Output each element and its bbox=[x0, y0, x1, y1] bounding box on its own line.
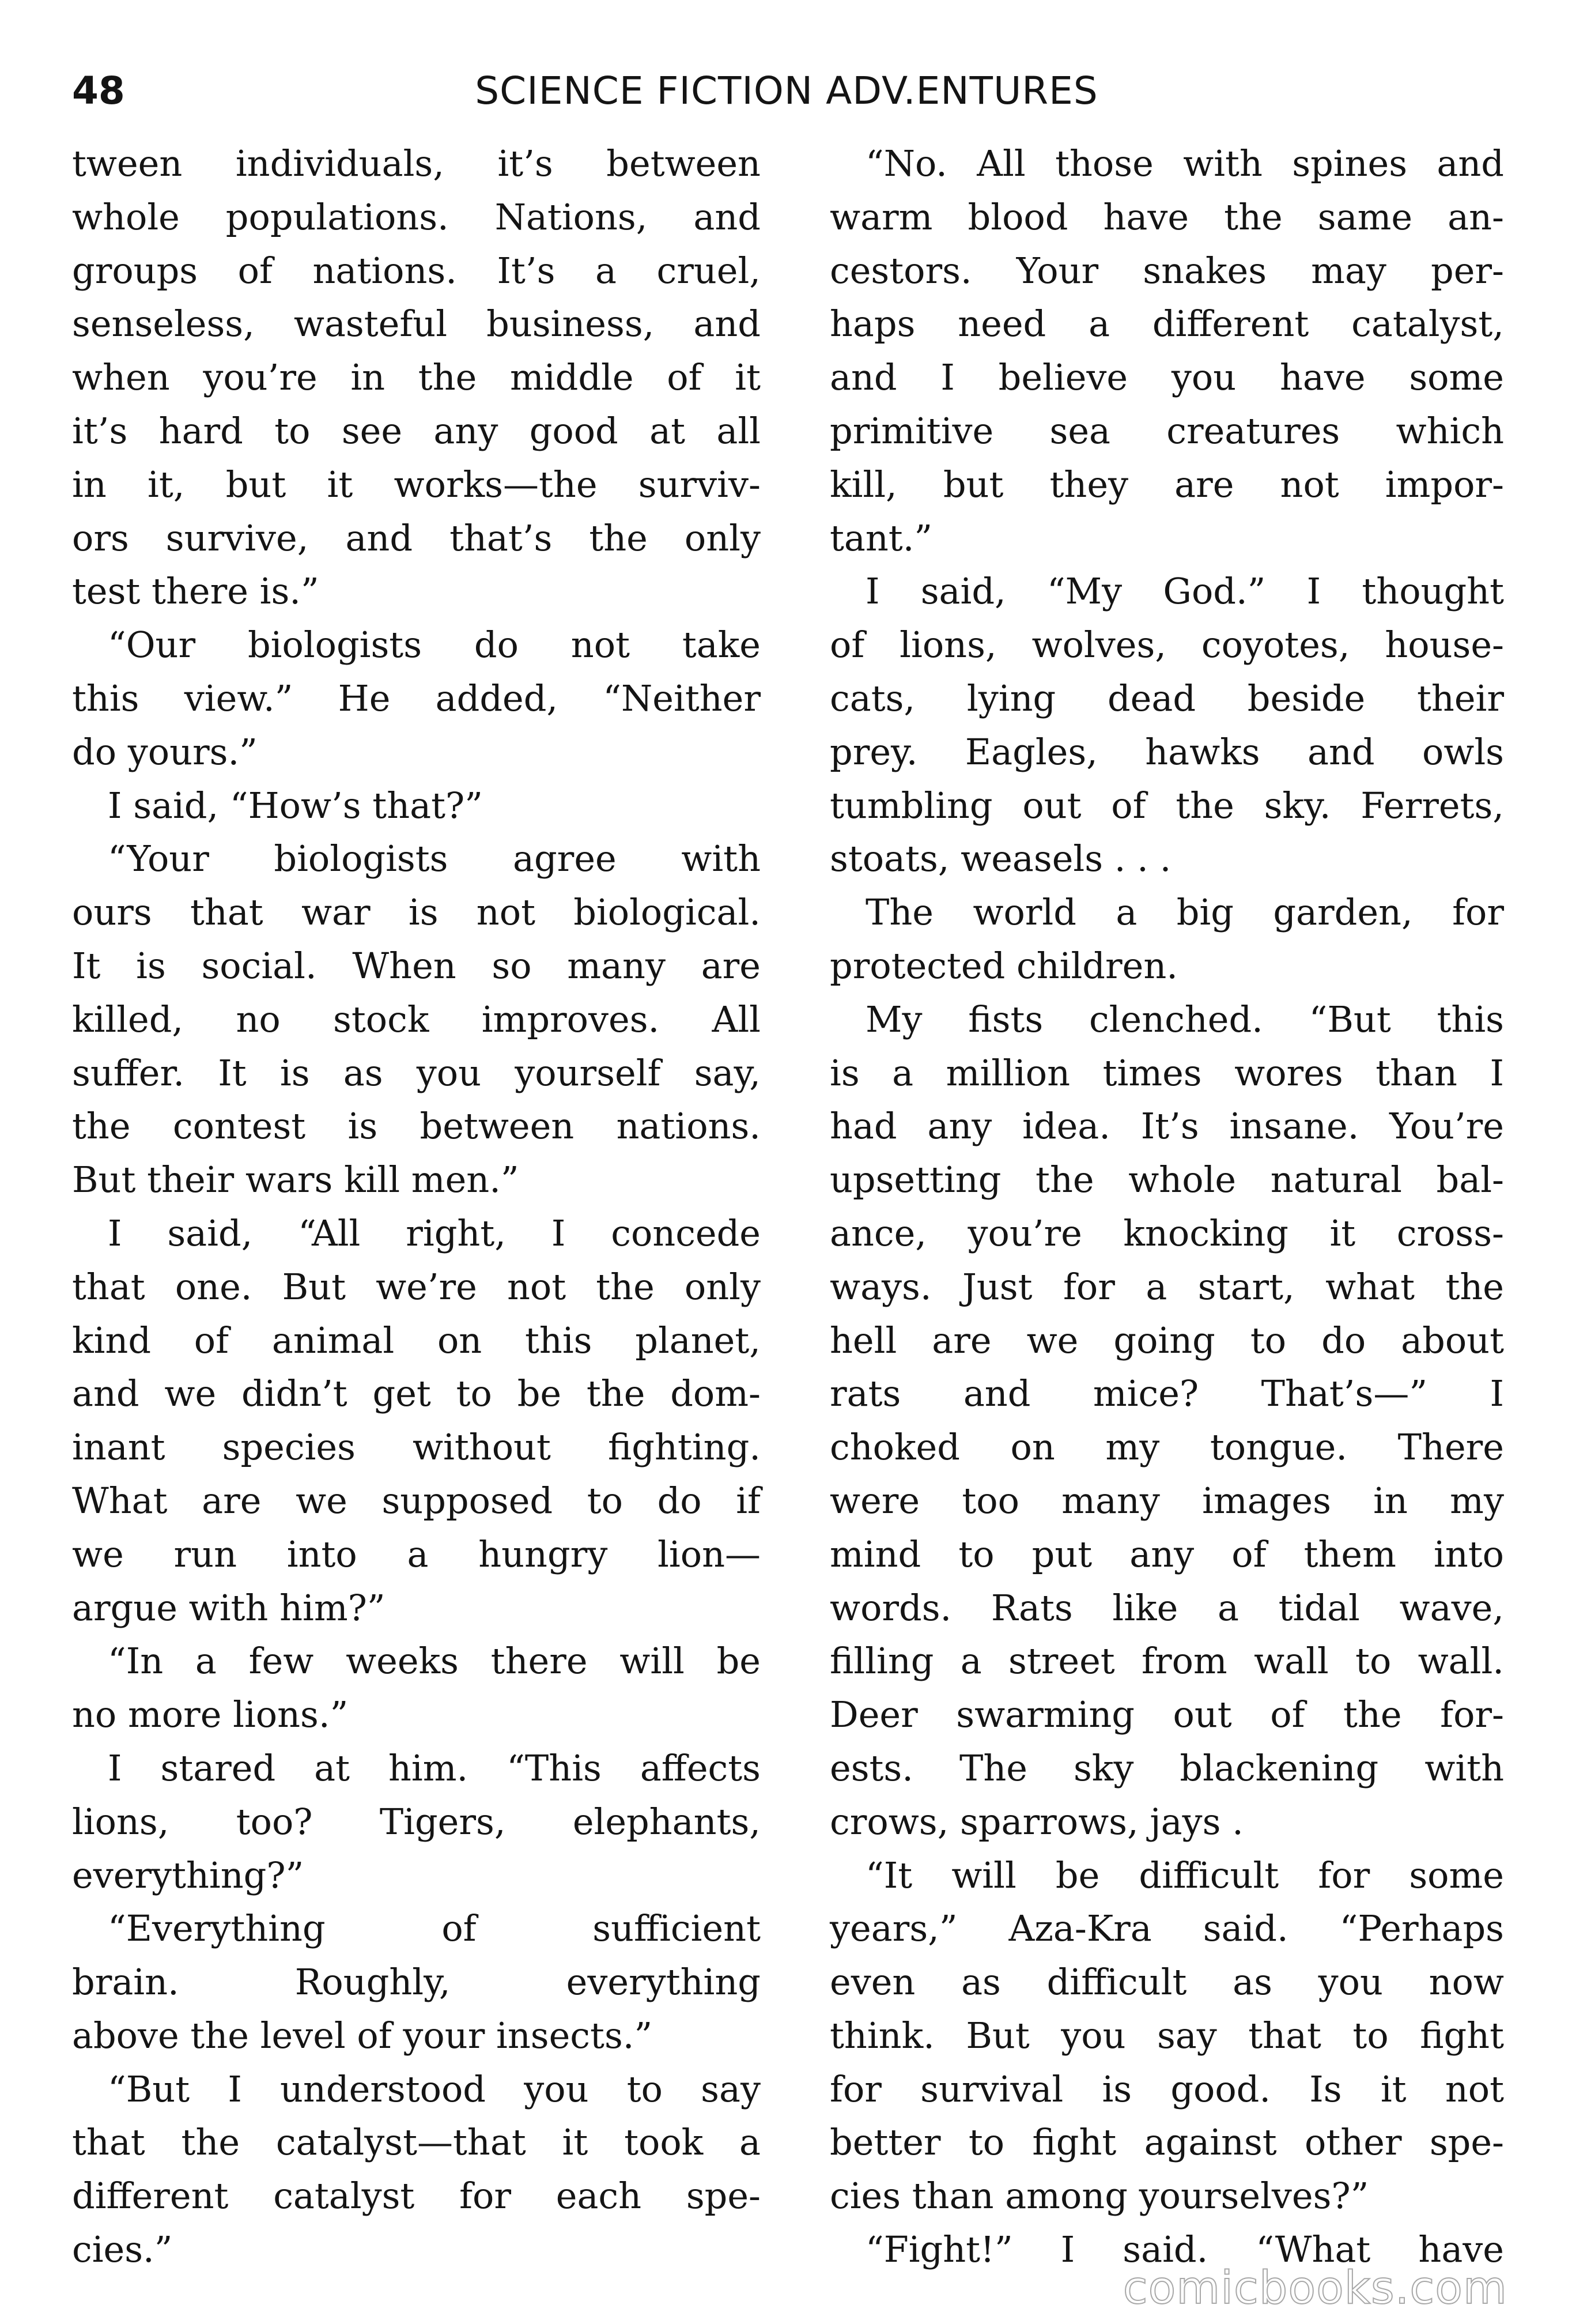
text-line: lions, too? Tigers, elephants, bbox=[72, 1800, 761, 1843]
text-line: “No. All those with spines and bbox=[866, 142, 1504, 184]
site-watermark: comicbooks.com bbox=[1123, 2262, 1507, 2314]
text-line: kind of animal on this planet, bbox=[72, 1319, 761, 1361]
text-line: think. But you say that to fight bbox=[830, 2014, 1504, 2057]
text-line: mind to put any of them into bbox=[830, 1533, 1504, 1575]
text-line: My fists clenched. “But this bbox=[866, 998, 1504, 1040]
page-header bbox=[72, 62, 1501, 120]
text-line: whole populations. Nations, and bbox=[72, 195, 761, 238]
text-line: warm blood have the same an- bbox=[830, 195, 1504, 238]
text-line: primitive sea creatures which bbox=[830, 409, 1504, 452]
text-line: brain. Roughly, everything bbox=[72, 1961, 761, 2004]
text-line: ways. Just for a start, what the bbox=[830, 1265, 1504, 1308]
text-line: this view.” He added, “Neither bbox=[72, 677, 761, 719]
text-line: ors survive, and that’s the only bbox=[72, 516, 761, 559]
running-title: SCIENCE FICTION ADV.ENTURES bbox=[475, 69, 1098, 113]
text-line: years,” Aza-Kra said. “Perhaps bbox=[830, 1907, 1504, 1950]
text-line: ours that war is not biological. bbox=[72, 891, 761, 934]
text-line: test there is.” bbox=[72, 570, 319, 613]
text-line: I said, “How’s that?” bbox=[108, 784, 483, 827]
text-line: argue with him?” bbox=[72, 1586, 386, 1629]
text-line: “Our biologists do not take bbox=[108, 624, 761, 666]
text-line: and I believe you have some bbox=[830, 356, 1504, 399]
text-line: it’s hard to see any good at all bbox=[72, 409, 761, 452]
text-line: cies than among yourselves?” bbox=[830, 2175, 1369, 2217]
text-line: “Fight!” I said. “What have bbox=[866, 2228, 1504, 2271]
text-line: rats and mice? That’s—” I bbox=[830, 1372, 1504, 1415]
text-line: tant.” bbox=[830, 516, 933, 559]
text-line: ance, you’re knocking it cross- bbox=[830, 1212, 1504, 1254]
page-number: 48 bbox=[72, 69, 125, 113]
text-line: kill, but they are not impor- bbox=[830, 463, 1504, 505]
text-line: Deer swarming out of the for- bbox=[830, 1693, 1504, 1736]
text-line: cats, lying dead beside their bbox=[830, 677, 1504, 719]
text-line: haps need a different catalyst, bbox=[830, 303, 1504, 345]
text-line: It is social. When so many are bbox=[72, 944, 761, 987]
text-line: cestors. Your snakes may per- bbox=[830, 249, 1504, 292]
text-line: “In a few weeks there will be bbox=[108, 1640, 761, 1682]
text-line: in it, but it works—the surviv- bbox=[72, 463, 761, 505]
text-line: upsetting the whole natural bal- bbox=[830, 1159, 1504, 1201]
text-line: tween individuals, it’s between bbox=[72, 142, 761, 184]
text-line: even as difficult as you now bbox=[830, 1961, 1504, 2004]
text-line: when you’re in the middle of it bbox=[72, 356, 761, 399]
text-line: suffer. It is as you yourself say, bbox=[72, 1051, 761, 1094]
text-line: What are we supposed to do if bbox=[72, 1479, 761, 1522]
text-line: everything?” bbox=[72, 1854, 304, 1896]
text-line: cies.” bbox=[72, 2228, 173, 2271]
text-line: filling a street from wall to wall. bbox=[830, 1640, 1504, 1682]
text-line: no more lions.” bbox=[72, 1693, 349, 1736]
text-line: hell are we going to do about bbox=[830, 1319, 1504, 1361]
text-line: senseless, wasteful business, and bbox=[72, 303, 761, 345]
text-line: better to fight against other spe- bbox=[830, 2121, 1504, 2164]
text-line: different catalyst for each spe- bbox=[72, 2175, 761, 2217]
text-line: of lions, wolves, coyotes, house- bbox=[830, 624, 1504, 666]
text-line: tumbling out of the sky. Ferrets, bbox=[830, 784, 1504, 827]
text-line: I said, “All right, I concede bbox=[108, 1212, 761, 1254]
text-line: the contest is between nations. bbox=[72, 1105, 761, 1148]
text-line: But their wars kill men.” bbox=[72, 1159, 519, 1201]
right-text-column bbox=[830, 137, 1504, 2277]
text-line: groups of nations. It’s a cruel, bbox=[72, 249, 761, 292]
text-line: had any idea. It’s insane. You’re bbox=[830, 1105, 1504, 1148]
text-line: The world a big garden, for bbox=[866, 891, 1504, 934]
text-line: is a million times wores than I bbox=[830, 1051, 1504, 1094]
left-text-column bbox=[72, 137, 761, 2277]
text-line: protected children. bbox=[830, 944, 1178, 987]
text-line: that the catalyst—that it took a bbox=[72, 2121, 761, 2164]
text-line: “It will be difficult for some bbox=[866, 1854, 1504, 1896]
text-line: killed, no stock improves. All bbox=[72, 998, 761, 1040]
text-line: choked on my tongue. There bbox=[830, 1426, 1504, 1469]
text-line: prey. Eagles, hawks and owls bbox=[830, 730, 1504, 773]
text-line: that one. But we’re not the only bbox=[72, 1265, 761, 1308]
text-line: above the level of your insects.” bbox=[72, 2014, 653, 2057]
text-line: stoats, weasels . . . bbox=[830, 837, 1172, 880]
text-line: inant species without fighting. bbox=[72, 1426, 761, 1469]
text-line: I said, “My God.” I thought bbox=[866, 570, 1504, 613]
text-line: “Everything of sufficient bbox=[108, 1907, 761, 1950]
text-line: words. Rats like a tidal wave, bbox=[830, 1586, 1504, 1629]
text-line: I stared at him. “This affects bbox=[108, 1746, 761, 1789]
text-line: “Your biologists agree with bbox=[108, 837, 761, 880]
text-line: for survival is good. Is it not bbox=[830, 2068, 1504, 2110]
text-line: do yours.” bbox=[72, 730, 258, 773]
text-line: “But I understood you to say bbox=[108, 2068, 761, 2110]
text-line: we run into a hungry lion— bbox=[72, 1533, 761, 1575]
text-line: were too many images in my bbox=[830, 1479, 1504, 1522]
text-line: ests. The sky blackening with bbox=[830, 1746, 1504, 1789]
text-line: and we didn’t get to be the dom- bbox=[72, 1372, 761, 1415]
text-line: crows, sparrows, jays . bbox=[830, 1800, 1244, 1843]
